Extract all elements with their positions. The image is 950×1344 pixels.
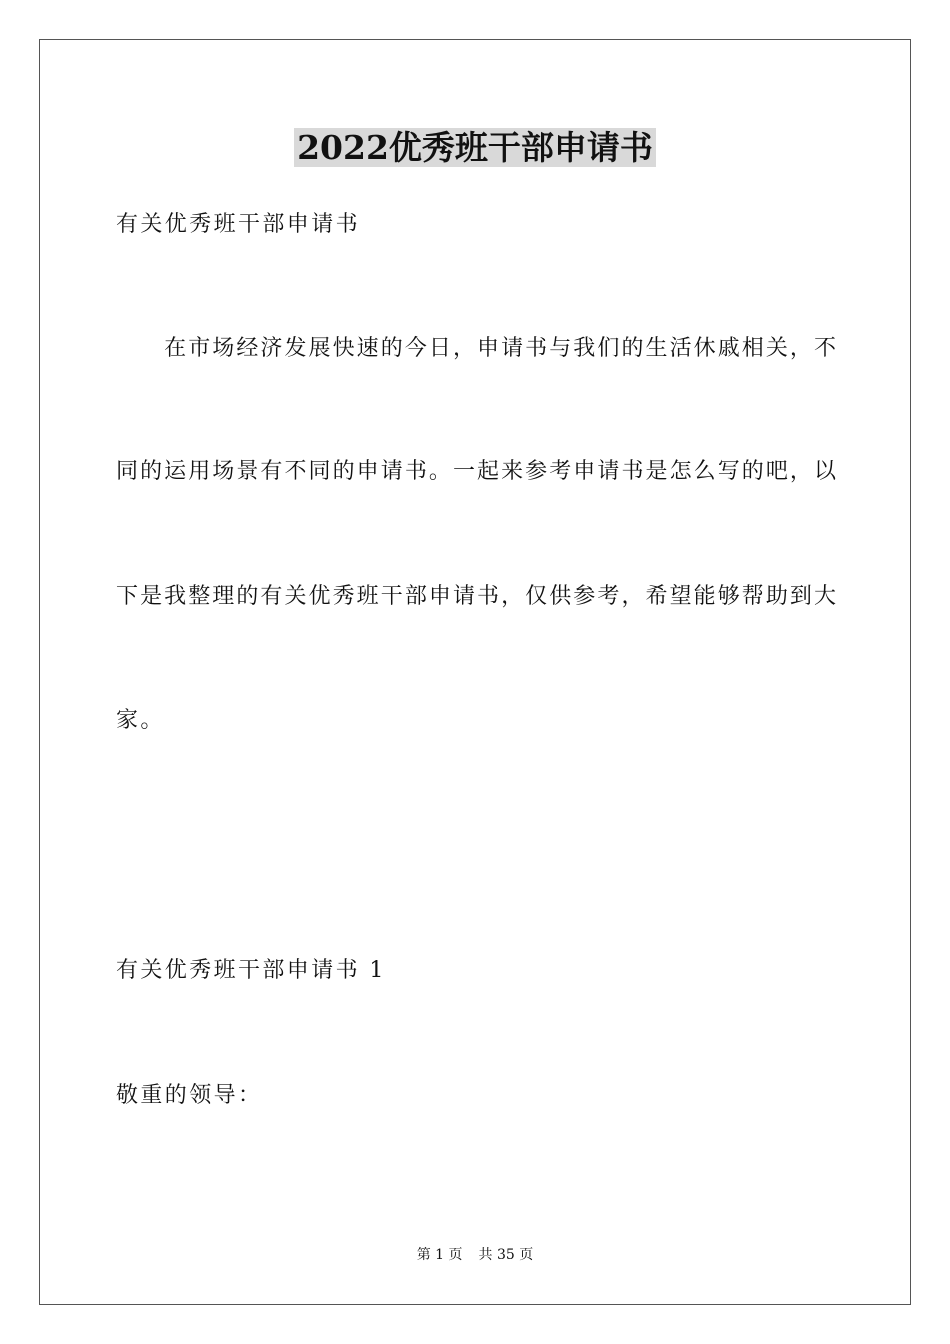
document-subtitle: 有关优秀班干部申请书 (116, 212, 361, 237)
paragraph-line-1: 在市场经济发展快速的今日，申请书与我们的生活休戚相关，不 (116, 336, 836, 361)
document-title (0, 124, 950, 172)
page-footer (0, 1245, 950, 1265)
page-total: 共 35 页 (478, 1247, 534, 1263)
salutation: 敬重的领导： (116, 1083, 263, 1108)
paragraph-line-2: 同的运用场景有不同的申请书。一起来参考申请书是怎么写的吧，以 (116, 459, 836, 484)
paragraph-line-4: 家。 (116, 708, 165, 733)
page-number: 第 1 页 (416, 1247, 463, 1263)
document-title-text: 2022优秀班干部申请书 (294, 128, 656, 167)
paragraph-line-3: 下是我整理的有关优秀班干部申请书，仅供参考，希望能够帮助到大 (116, 584, 836, 609)
section-heading: 有关优秀班干部申请书 1 (116, 958, 386, 983)
